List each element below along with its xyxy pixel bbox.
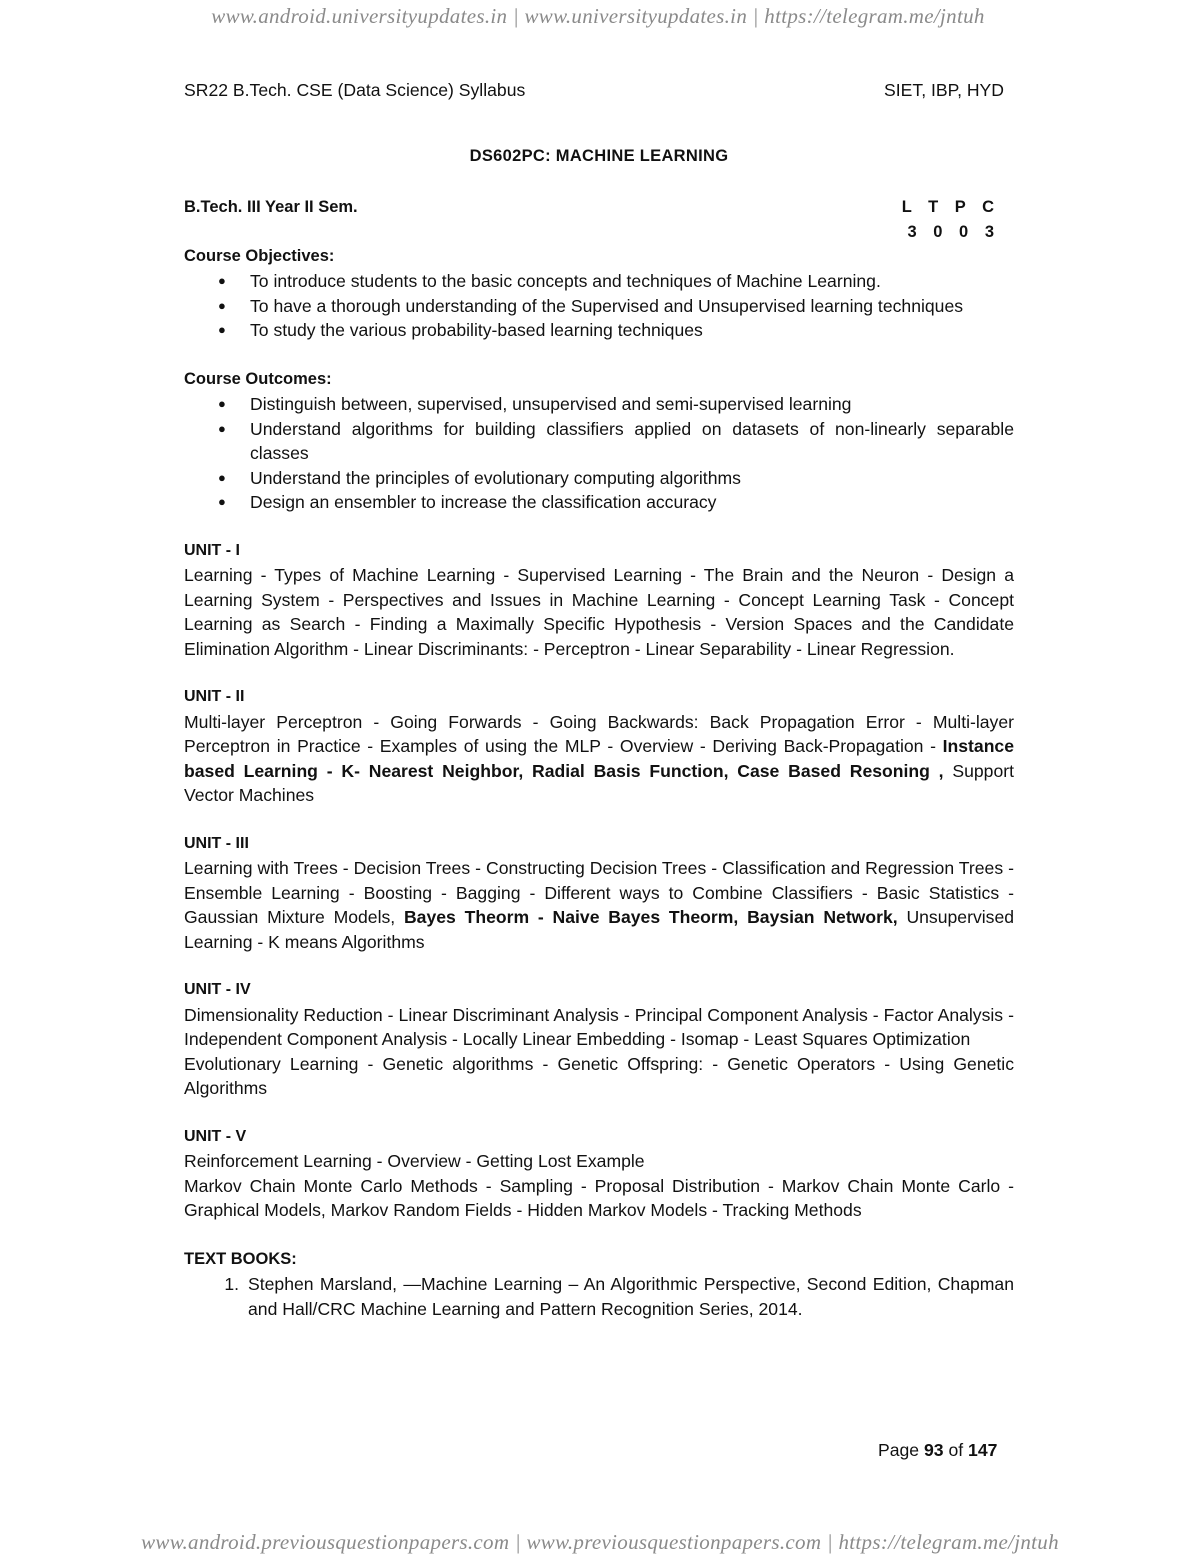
page-number: Page 93 of 147 (878, 1440, 998, 1460)
bullet-icon: ● (218, 273, 226, 288)
unit-1-heading: UNIT - I (184, 541, 240, 559)
course-title: DS602PC: MACHINE LEARNING (469, 146, 729, 165)
watermark-top: www.android.universityupdates.in | www.universityupdates.in | https://telegram.me/jntuh (211, 4, 985, 28)
unit-2-text: Multi-layer Perceptron - Going Forwards - Going Backwards: Back Propagation Error - Multi-layer Perceptron in Practice - Examples of using the MLP - Overview - Deriving Back-Propagation - Instance based Learning - K- Nearest Neighbor, Radial Basis Function, Case Based Resoning , Support Vector Machines (184, 711, 1015, 805)
page-header (184, 78, 1004, 103)
unit-3-bold-topics: Bayes Theorm - Naive Bayes Theorm, Baysian Network, (403, 907, 898, 927)
objectives-heading: Course Objectives: (184, 246, 335, 265)
bullet-icon: ● (218, 396, 226, 411)
ltpc-values: 3 0 0 3 (907, 222, 1000, 241)
unit-2-bold-topics: Instance based Learning - K- Nearest Neighbor, Radial Basis Function, Case Based Resoning , (184, 736, 1015, 781)
ltpc-labels: L T P C (901, 198, 1000, 216)
bullet-icon: ● (218, 469, 226, 485)
unit-4-text-b: Evolutionary Learning - Genetic algorithms - Genetic Offspring: - Genetic Operators - Using Genetic Algorithms (184, 1053, 1014, 1098)
syllabus-page (184, 78, 1014, 1321)
list-item: ● To have a thorough understanding of the Supervised and Unsupervised learning techniques (184, 294, 1014, 319)
unit-4-heading: UNIT - IV (184, 981, 251, 998)
semester-row (184, 195, 1014, 220)
list-item: ● Understand algorithms for building classifiers applied on datasets of non-linearly separable classes (218, 418, 1014, 463)
header-right: SIET, IBP, HYD (884, 80, 1004, 100)
list-item: ● Design an ensembler to increase the classification accuracy (184, 490, 1014, 515)
semester-label: B.Tech. III Year II Sem. (184, 198, 358, 216)
outcomes-heading: Course Outcomes: (184, 369, 332, 388)
bullet-icon: ● (218, 494, 226, 509)
textbooks-heading: TEXT BOOKS: (184, 1249, 297, 1268)
list-item: ● To study the various probability-based learning techniques (184, 318, 1014, 343)
textbooks-list (184, 1272, 1014, 1321)
bullet-icon: ● (218, 297, 226, 313)
unit-5-text-b: Markov Chain Monte Carlo Methods - Sampling - Proposal Distribution - Markov Chain Monte Carlo - Graphical Models, Markov Random Fields - Hidden Markov Models - Tracking Methods (184, 1175, 1014, 1220)
unit-3-text: Learning with Trees - Decision Trees - Constructing Decision Trees - Classification and Regression Trees - Ensemble Learning - Boosting - Bagging - Different ways to Combine Classifiers - Basic Statistics - Gaussian Mixture Models, Bayes Theorm - Naive Bayes Theorm, Baysian Network, Unsupervised Learning - K means Algorithms (184, 858, 1015, 952)
header-left: SR22 B.Tech. CSE (Data Science) Syllabus (184, 80, 526, 100)
unit-5-heading: UNIT - V (184, 1127, 247, 1145)
list-item: ● To introduce students to the basic concepts and techniques of Machine Learning. (184, 269, 1014, 294)
bullet-icon: ● (218, 322, 226, 337)
list-item: ● Understand the principles of evolutionary computing algorithms (184, 466, 1014, 491)
bullet-icon: ● (218, 420, 226, 436)
watermark-bottom: www.android.previousquestionpapers.com | www.previousquestionpapers.com | https://telegram.me/jntuh (141, 1530, 1059, 1554)
list-item: 1. Stephen Marsland, ―Machine Learning – An Algorithmic Perspective, Second Edition, Chapman and Hall/CRC Machine Learning and Pattern Recognition Series, 2014. (224, 1274, 1014, 1319)
outcomes-list (184, 392, 1014, 515)
unit-3-heading: UNIT - III (184, 834, 249, 852)
objectives-list (184, 269, 1014, 343)
unit-4-text-a: Dimensionality Reduction - Linear Discriminant Analysis - Principal Component Analysis - Factor Analysis - Independent Component Analysis - Locally Linear Embedding - Isomap - Least Squares Optimization (184, 1004, 1014, 1049)
unit-1-text: Learning - Types of Machine Learning - Supervised Learning - The Brain and the Neuron - Design a Learning System - Perspectives and Issues in Machine Learning - Concept Learning Task - Concept Learning as Search - Finding a Maximally Specific Hypothesis - Version Spaces and the Candidate Elimination Algorithm - Linear Discriminants: - Perceptron - Linear Separability - Linear Regression. (184, 565, 1014, 659)
unit-2-heading: UNIT - II (184, 688, 245, 705)
list-item: ● Distinguish between, supervised, unsupervised and semi-supervised learning (184, 392, 1014, 417)
unit-5-text-a: Reinforcement Learning - Overview - Getting Lost Example (184, 1151, 645, 1171)
